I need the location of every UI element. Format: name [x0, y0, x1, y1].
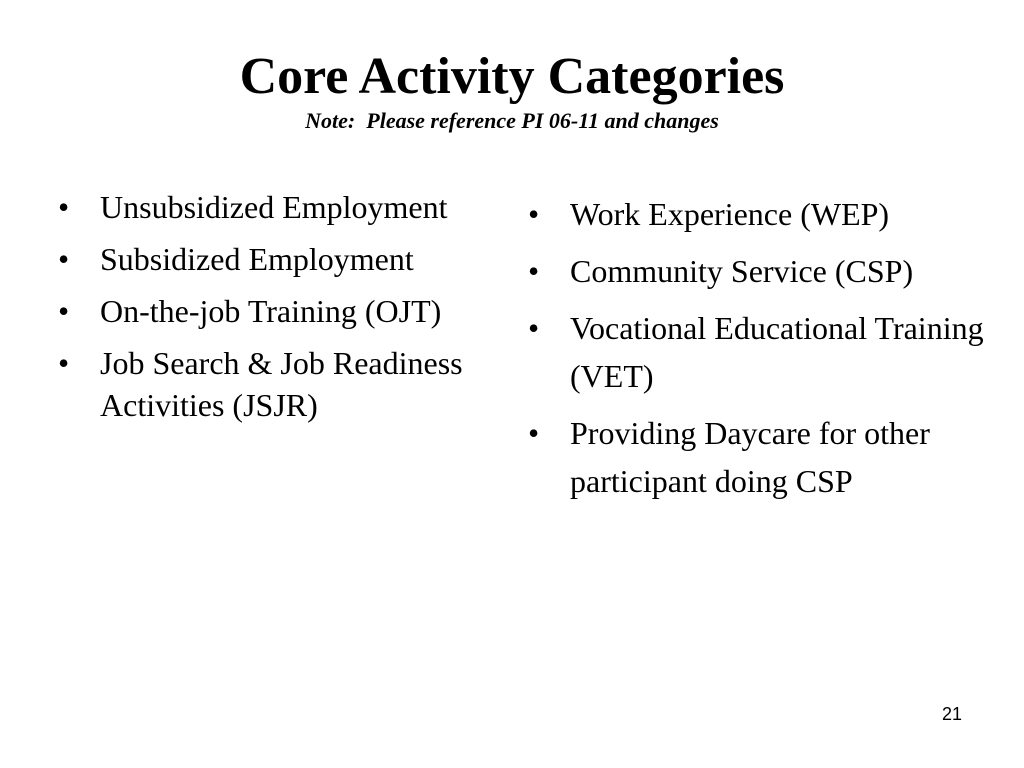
list-item	[528, 190, 988, 238]
bullet-icon: •	[528, 415, 540, 451]
bullet-icon: •	[528, 196, 540, 232]
list-item	[58, 186, 498, 228]
bullet-icon: •	[58, 293, 70, 329]
bullet-icon: •	[528, 253, 540, 289]
list-item-text: Providing Daycare for other participant doing CSP	[570, 415, 930, 499]
list-item-text: Job Search & Job Readiness Activities (JSJR)	[100, 345, 463, 423]
list-item	[528, 409, 988, 505]
list-item-text: Community Service (CSP)	[570, 253, 914, 289]
list-item	[58, 342, 498, 426]
list-item-text: Subsidized Employment	[100, 241, 414, 277]
list-item	[528, 247, 988, 295]
bullet-icon: •	[58, 345, 70, 381]
list-item-text: Work Experience (WEP)	[570, 196, 890, 232]
list-item-text: Unsubsidized Employment	[100, 189, 448, 225]
bullet-icon: •	[58, 241, 70, 277]
slide-title: Core Activity Categories	[239, 48, 785, 105]
right-bullet-list	[528, 190, 988, 514]
list-item	[58, 290, 498, 332]
slide-subtitle-note: Note: Please reference PI 06-11 and changes	[305, 108, 719, 133]
bullet-icon: •	[528, 310, 540, 346]
bullet-icon: •	[58, 189, 70, 225]
left-bullet-list	[58, 186, 498, 436]
list-item	[58, 238, 498, 280]
list-item-text: On-the-job Training (OJT)	[100, 293, 442, 329]
title-block	[0, 46, 1024, 134]
list-item-text: Vocational Educational Training (VET)	[570, 310, 984, 394]
list-item	[528, 304, 988, 400]
page-number: 21	[941, 704, 962, 724]
